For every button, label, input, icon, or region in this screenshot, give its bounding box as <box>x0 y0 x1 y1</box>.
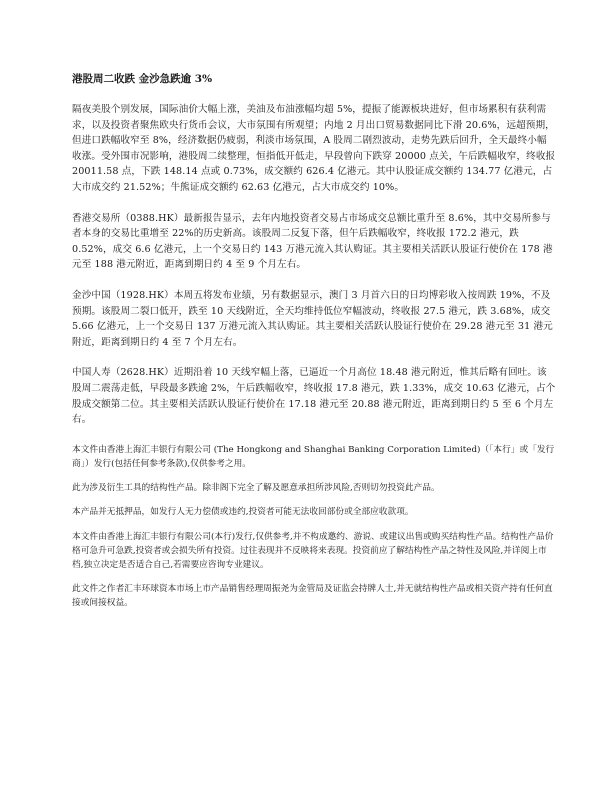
paragraph-hkex: 香港交易所（0388.HK）最新报告显示，去年内地投资者交易占市场成交总额比重升至 8.6%，其中交易所参与者本身的交易比重增至 22%的历史新高。该股周二反复下落，但午后跌幅收窄，终收报 172.2 港元，跌 0.52%，成交 6.6 亿港元，上一个交易日约 143 万港元流入其认购证。其主要相关活跃认股证行使价在 178 港元至 188 港元附近，距离到期日约 4 至 9 个月左右。 <box>72 212 553 271</box>
disclaimer-issuer: 本文件由香港上海汇丰银行有限公司 (The Hongkong and Shanghai Banking Corporation Limited)（「本行」或「发行商」）发行(包括任何参考条款),仅供参考之用。 <box>72 444 555 469</box>
paragraph-sands-china: 金沙中国（1928.HK）本周五将发布业绩，另有数据显示，澳门 3 月首六日的日均博彩收入按周跌 19%，不及预期。该股周二裂口低开，跌至 10 天线附近，全天均维持低位窄幅波动，终收报 27.5 港元，跌 3.68%，成交 5.66 亿港元，上一个交易日 137 万港元流入其认购证。其主要相关活跃认股证行使价在 29.28 港元至 31 港元附近，距离到期日约 4 至 7 个月左右。 <box>72 289 553 348</box>
article-title: 港股周二收跌 金沙急跌逾 3% <box>72 73 213 85</box>
disclaimer-author: 此文件之作者汇丰环球资本市场上市产品销售经理周振尧为金管局及证监会持牌人士,并无就结构性产品或相关资产持有任何直接或间接权益。 <box>72 584 553 609</box>
disclaimer-general: 本文件由香港上海汇丰银行有限公司(本行)发行,仅供参考,并不构成邀约、游说、或建议出售或购买结构性产品。结构性产品价格可急升可急跌,投资者或会损失所有投资。过往表现并不反映将来表现。投资前应了解结构性产品之特性及风险,并详阅上市档,独立决定是否适合自己,若需要应咨询专业建议。 <box>72 531 554 570</box>
disclaimer-derivative-risk: 此为涉及衍生工具的结构性产品。除非阁下完全了解及愿意承担所涉风险,否则切勿投资此产品。 <box>72 483 440 494</box>
paragraph-market-overview: 隔夜美股个别发展，国际油价大幅上涨，美油及布油涨幅均超 5%，提振了能源板块进好，但市场累积有获利需求，以及投资者聚焦欧央行货币会议，大市氛围有所观望；内地 2 月出口贸易数据同比下滑 20.6%，远超预期，但进口跌幅收窄至 8%，经济数据仍疲弱，利淡市场氛围，A 股周二剧烈波动，走势先跌后回升，全天最终小幅收涨。受外围市况影响，港股周二续整理，恒指低开低走，早段曾向下跌穿 20000 点关，午后跌幅收窄，终收报 20011.58 点，下跌 148.14 点或 0.73%，成交额约 626.4 亿港元。其中认股证成交额约 134.77 亿港元，占大市成交约 21.52%；牛熊证成交额约 62.63 亿港元，占大市成交约 10%。 <box>72 104 556 193</box>
paragraph-china-life: 中国人寿（2628.HK）近期沿着 10 天线窄幅上落，已逼近一个月高位 18.48 港元附近，惟其后略有回吐。该股周二震荡走低，早段最多跌逾 2%，午后跌幅收窄，终收报 17.8 港元，跌 1.33%，成交 10.63 亿港元，占个股成交额第二位。其主要相关活跃认股证行使价在 17.18 港元至 20.88 港元附近，距离到期日约 5 至 6 个月左右。 <box>72 367 556 426</box>
disclaimer-no-collateral: 本产品并无抵押品，如发行人无力偿债或违约,投资者可能无法收回部份或全部应收款项。 <box>72 507 414 518</box>
